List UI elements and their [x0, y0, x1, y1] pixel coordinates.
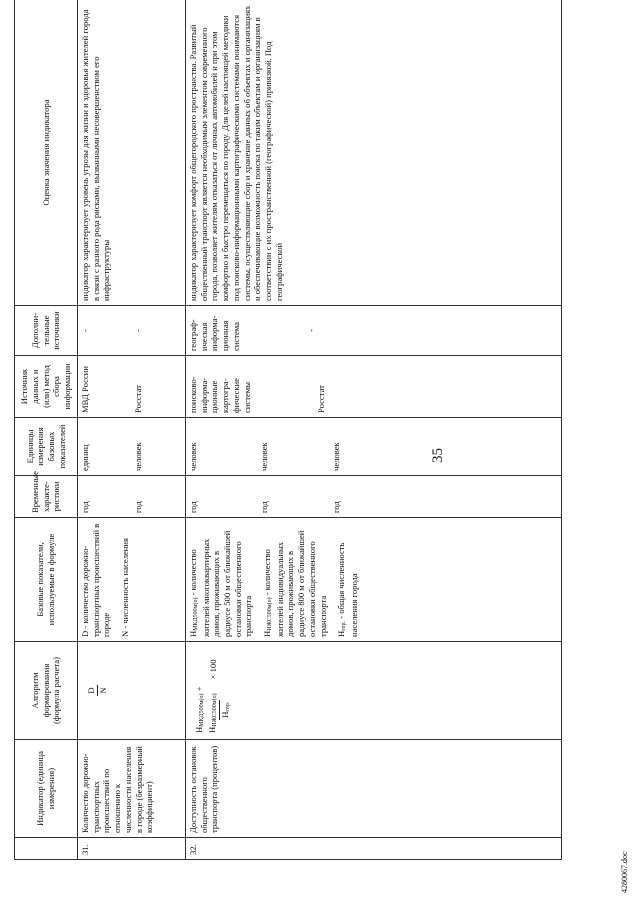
unit-value: человек: [188, 442, 198, 471]
indicators-table: [14, 0, 562, 860]
base-indicators: [78, 518, 186, 642]
table-row: [78, 0, 186, 860]
base-indicator: Нгор. - общая численность населения города: [336, 542, 359, 637]
unit-value: человек: [331, 442, 342, 471]
time-value: год: [258, 501, 269, 513]
extra-value: -: [132, 329, 143, 332]
header-indicator: Индикатор (единица измерения): [15, 740, 78, 838]
row-number: 32.: [186, 838, 562, 860]
time-value: год: [331, 501, 342, 513]
fraction: [86, 685, 108, 695]
header-algorithm: Алгоритм формирования (формула расчета): [15, 642, 78, 740]
formula-denominator: N: [97, 687, 108, 694]
page-number: 35: [430, 448, 446, 463]
extra-value: -: [305, 329, 316, 332]
time-cell: [78, 476, 186, 518]
formula-multiplier: × 100: [207, 659, 218, 680]
source-value: Росстат: [316, 385, 327, 413]
header-source: Источник данных и (или) метод сбора информации: [15, 356, 78, 418]
header-units: Единицы измерения базовых показателей: [15, 418, 78, 476]
base-indicator: НМКД500м(о) - количество жителей многоквартирных домов, проживающих в радиусе 500 м от ближайшей остановки общественного транспорта: [188, 530, 254, 637]
extra-cell: [186, 306, 562, 356]
source-value: поисково-информа-ционные картогра-фические системы: [188, 376, 252, 413]
header-base: Базовые показатели, используемые в формуле: [15, 518, 78, 642]
document-id: 4280067.doc: [620, 851, 629, 893]
formula-numerator: НМКД500м(о) + НИЖС500м(о): [194, 686, 218, 733]
formula-numerator: D: [86, 687, 96, 694]
source-value: Росстат: [132, 385, 143, 413]
evaluation: индикатор характеризует комфорт общегородского пространства. Развитый общественный транспорт является необходимым элементом современного города, позволяет жителям отказаться от личных автомобилей и при этом комфортно и быстро перемещаться по городу. Для целей настоящей методики под поисково-информационными картографическими системами понимаются системы, осуществляющие сбор и хранение данных об объектах и организациях и обеспечивающие возможность поиска по таким объектам и организациям в соответствии с их пространственной (географической) привязкой. Под географической: [186, 0, 562, 306]
unit-value: единиц: [80, 444, 90, 471]
base-indicators: [186, 518, 562, 642]
row-number: 31.: [78, 838, 186, 860]
evaluation: индикатор характеризует уровень угрозы для жизни и здоровья жителей города в связи с разного рода рисками, вызванными несовершенством его инфраструктуры: [78, 0, 186, 306]
unit-value: человек: [132, 442, 143, 471]
units-cell: [78, 418, 186, 476]
formula: [186, 642, 562, 740]
source-cell: [78, 356, 186, 418]
header-extra: Дополни-тельные источники: [15, 306, 78, 356]
time-cell: [186, 476, 562, 518]
header-eval: Оценка значения индикатора: [15, 0, 78, 306]
source-value: МВД России: [80, 366, 90, 413]
formula: [78, 642, 186, 740]
header-time: Временные характе-ристики: [15, 476, 78, 518]
extra-value: географ-ическая информа-ционная система: [188, 315, 241, 351]
extra-value: -: [80, 329, 90, 332]
time-value: год: [188, 501, 198, 513]
indicator-name: Количество дорожно-транспортных происшествий по отношению к численности населения в городе (безразмерный коэффициент): [78, 740, 186, 838]
base-indicator: D - количество дорожно-транспортных происшествий в городе: [80, 523, 112, 637]
time-value: год: [80, 501, 90, 513]
unit-value: человек: [258, 442, 269, 471]
header-num: [15, 838, 78, 860]
base-indicator: НИЖС500м(о) - количество жителей индивидуальных домов, проживающих в радиусе 800 м от ближайшей остановки общественного транспорта: [262, 530, 328, 637]
base-indicator: N - численность населения: [120, 538, 131, 637]
table-row: [186, 0, 562, 860]
indicator-name: Доступность остановок общественного транспорта (процентов): [186, 740, 562, 838]
time-value: год: [132, 501, 143, 513]
units-cell: [186, 418, 562, 476]
fraction: [194, 685, 233, 735]
table-header-row: [15, 0, 78, 860]
source-cell: [186, 356, 562, 418]
formula-denominator: Нгор.: [220, 701, 231, 718]
extra-cell: [78, 306, 186, 356]
